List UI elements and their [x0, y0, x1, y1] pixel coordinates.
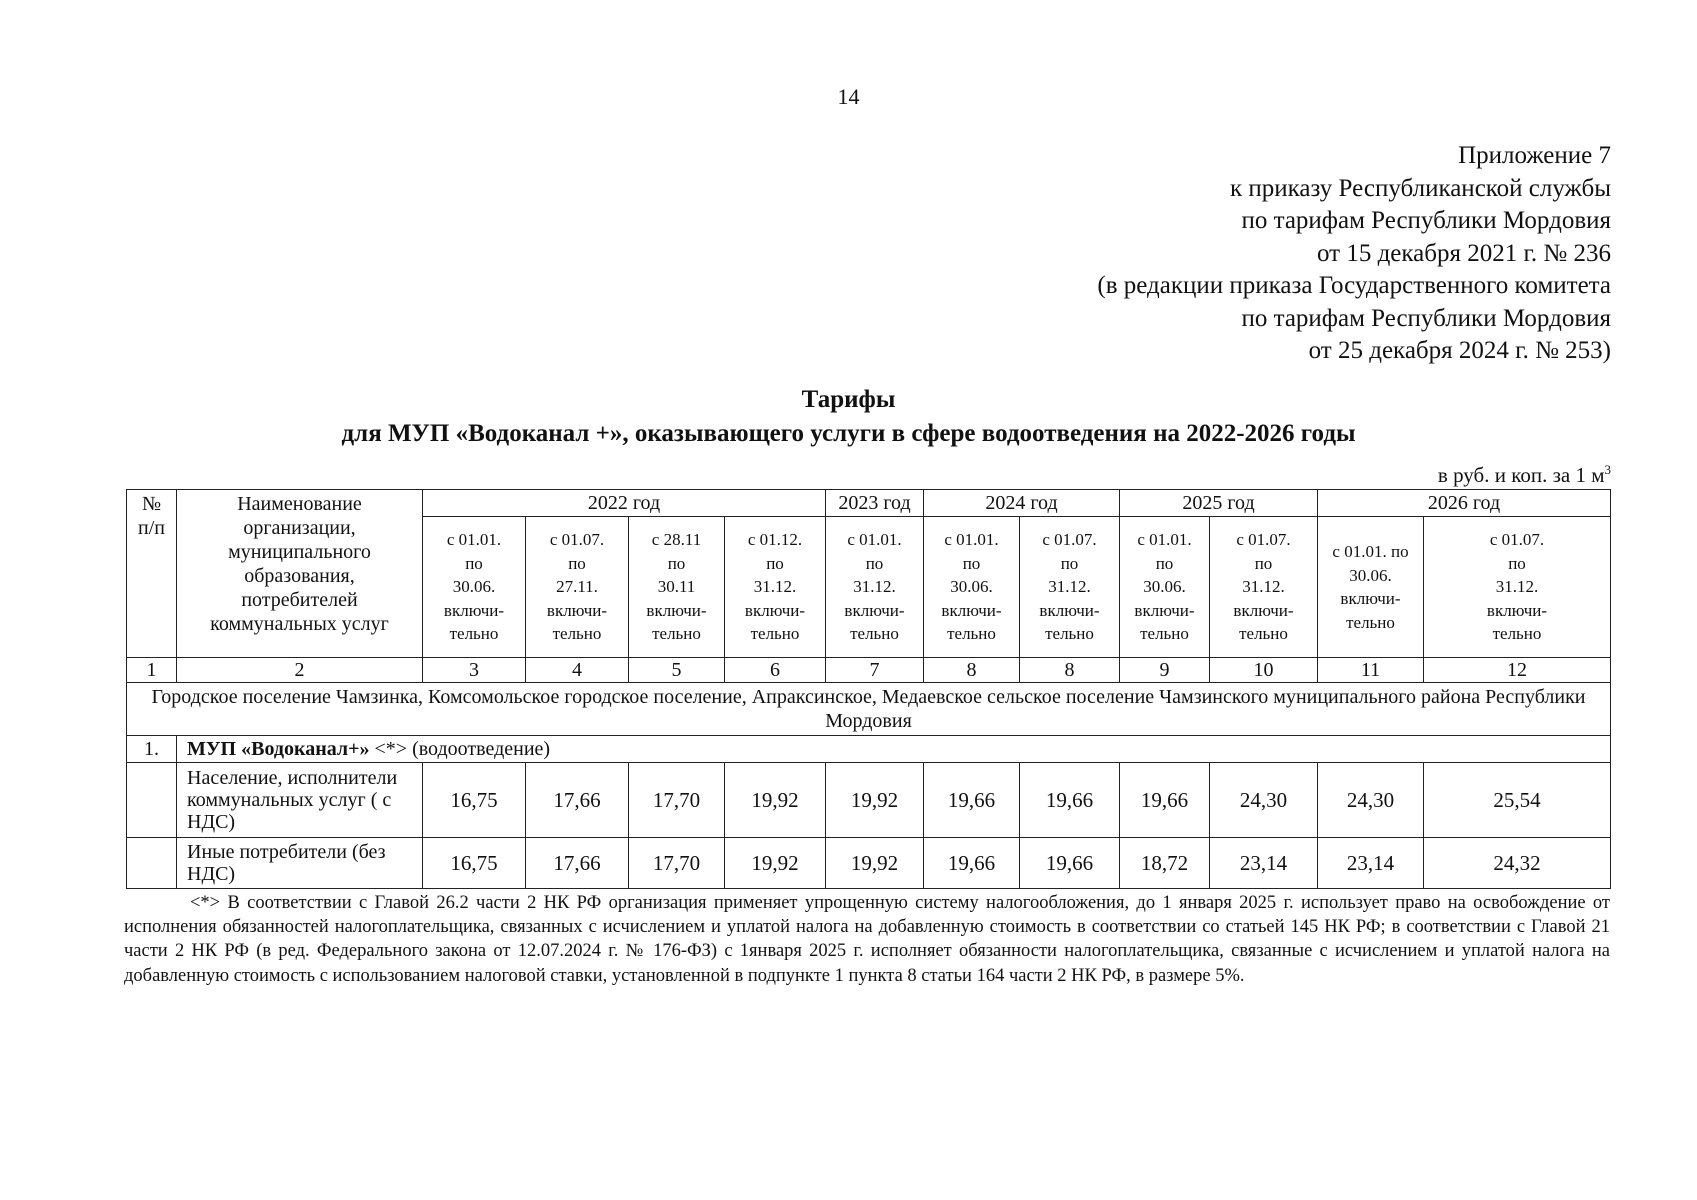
tariff-value: 19,66 — [1120, 763, 1210, 838]
title-line-2: для МУП «Водоканал +», оказывающего услуги в сфере водоотведения на 2022-2026 годы — [341, 420, 1356, 447]
consumer-label: Население, исполнители коммунальных услуг ( с НДС) — [177, 763, 423, 838]
tariff-value: 19,66 — [1020, 763, 1120, 838]
tariff-value: 19,92 — [826, 763, 924, 838]
tariff-value: 23,14 — [1210, 838, 1318, 889]
tariff-value: 17,70 — [629, 763, 725, 838]
title-line-1: Тарифы — [801, 386, 896, 413]
tariff-table — [126, 489, 1611, 889]
tariff-value: 19,92 — [826, 838, 924, 889]
appendix-line: к приказу Республиканской службы — [1229, 174, 1611, 202]
tariff-value: 24,30 — [1318, 763, 1424, 838]
tariff-value: 25,54 — [1424, 763, 1611, 838]
column-index: 9 — [1120, 658, 1210, 683]
region-cell: Городское поселение Чамзинка, Комсомольское городское поселение, Апраксинское, Медаевское сельское поселение Чамзинского муниципального района Республики Мордовия — [127, 683, 1611, 736]
units-superscript: 3 — [1604, 462, 1611, 477]
region-row — [127, 683, 1611, 736]
tariff-value: 24,32 — [1424, 838, 1611, 889]
period-header: с 01.07. по 31.12. включи- тельно — [1020, 517, 1120, 658]
table-row — [127, 838, 1611, 889]
units-text: в руб. и коп. за 1 м — [1437, 463, 1605, 487]
period-header: с 01.07. по 31.12. включи- тельно — [1210, 517, 1318, 658]
period-header: с 01.01. по 30.06. включи- тельно — [1318, 517, 1424, 658]
tariff-value: 24,30 — [1210, 763, 1318, 838]
appendix-line: по тарифам Республики Мордовия — [1241, 207, 1611, 234]
column-index: 2 — [177, 658, 423, 683]
table-row — [127, 763, 1611, 838]
header-text: № п/п — [138, 493, 165, 539]
org-suffix: <*> (водоотведение) — [369, 738, 551, 760]
period-header: с 01.01. по 30.06. включи- тельно — [924, 517, 1020, 658]
column-index: 7 — [826, 658, 924, 683]
period-header: с 01.12. по 31.12. включи- тельно — [725, 517, 826, 658]
column-index: 1 — [127, 658, 177, 683]
year-2022-header: 2022 год — [423, 490, 826, 517]
column-index: 4 — [526, 658, 629, 683]
tariff-value: 19,66 — [1020, 838, 1120, 889]
units-label — [1438, 462, 1611, 488]
org-name: МУП «Водоканал+» — [187, 738, 370, 760]
row-number — [127, 763, 177, 838]
column-index: 12 — [1424, 658, 1611, 683]
column-index: 8 — [1020, 658, 1120, 683]
org-number: 1. — [127, 736, 177, 763]
appendix-line: (в редакции приказа Государственного комитета — [1097, 272, 1611, 299]
footnote — [124, 891, 1610, 988]
column-number-header — [127, 490, 177, 658]
column-index: 5 — [629, 658, 725, 683]
column-name-header — [177, 490, 423, 658]
tariff-value: 19,92 — [725, 838, 826, 889]
page-number: 14 — [837, 84, 860, 109]
column-index: 6 — [725, 658, 826, 683]
column-index: 3 — [423, 658, 526, 683]
period-header: с 01.07. по 31.12. включи- тельно — [1424, 517, 1611, 658]
organization-row — [127, 736, 1611, 763]
year-header-row — [127, 490, 1611, 517]
year-2023-header: 2023 год — [826, 490, 924, 517]
year-2026-header: 2026 год — [1318, 490, 1611, 517]
period-header: с 01.07. по 27.11. включи- тельно — [526, 517, 629, 658]
appendix-line: от 15 декабря 2021 г. № 236 — [1316, 239, 1611, 267]
column-index: 8 — [924, 658, 1020, 683]
consumer-label: Иные потребители (без НДС) — [177, 838, 423, 889]
period-header: с 28.11 по 30.11 включи- тельно — [629, 517, 725, 658]
row-number — [127, 838, 177, 889]
period-header: с 01.01. по 30.06. включи- тельно — [423, 517, 526, 658]
year-2024-header: 2024 год — [924, 490, 1120, 517]
document-title — [0, 383, 1697, 451]
tariff-value: 19,66 — [924, 838, 1020, 889]
tariff-value: 16,75 — [423, 838, 526, 889]
tariff-value: 16,75 — [423, 763, 526, 838]
appendix-line: Приложение 7 — [1458, 142, 1611, 169]
appendix-header — [1097, 140, 1611, 368]
tariff-value: 19,92 — [725, 763, 826, 838]
column-index-row — [127, 658, 1611, 683]
year-2025-header: 2025 год — [1120, 490, 1318, 517]
tariff-value: 19,66 — [924, 763, 1020, 838]
tariff-value: 18,72 — [1120, 838, 1210, 889]
appendix-line: по тарифам Республики Мордовия — [1241, 304, 1611, 332]
column-index: 10 — [1210, 658, 1318, 683]
footnote-text: <*> В соответствии с Главой 26.2 части 2 НК РФ организация применяет упрощенную систему налогообложения, до 1 января 2025 г. использует право на освобождение от исполнения обязанностей налогоплательщика, связанных с исчислением и уплатой налога на добавленную стоимость в соответствии со статьей 145 НК РФ; в соответствии с Главой 21 части 2 НК РФ (в ред. Федерального закона от 12.07.2024 г. № 176-ФЗ) с 1января 2025 г. исполняет обязанности налогоплательщика, связанные с исчислением и уплатой налога на добавленную стоимость с использованием налоговой ставки, установленной в подпункте 1 пункта 8 статьи 164 части 2 НК РФ, в размере 5%. — [124, 893, 1610, 986]
tariff-value: 17,66 — [526, 763, 629, 838]
tariff-value: 23,14 — [1318, 838, 1424, 889]
period-header: с 01.01. по 30.06. включи- тельно — [1120, 517, 1210, 658]
header-text: Наименование организации, муниципального образования, потребителей коммунальных услуг — [210, 493, 389, 635]
tariff-value: 17,70 — [629, 838, 725, 889]
org-name-cell — [177, 736, 1611, 763]
tariff-value: 17,66 — [526, 838, 629, 889]
period-header: с 01.01. по 31.12. включи- тельно — [826, 517, 924, 658]
appendix-line: от 25 декабря 2024 г. № 253) — [1308, 337, 1611, 364]
column-index: 11 — [1318, 658, 1424, 683]
